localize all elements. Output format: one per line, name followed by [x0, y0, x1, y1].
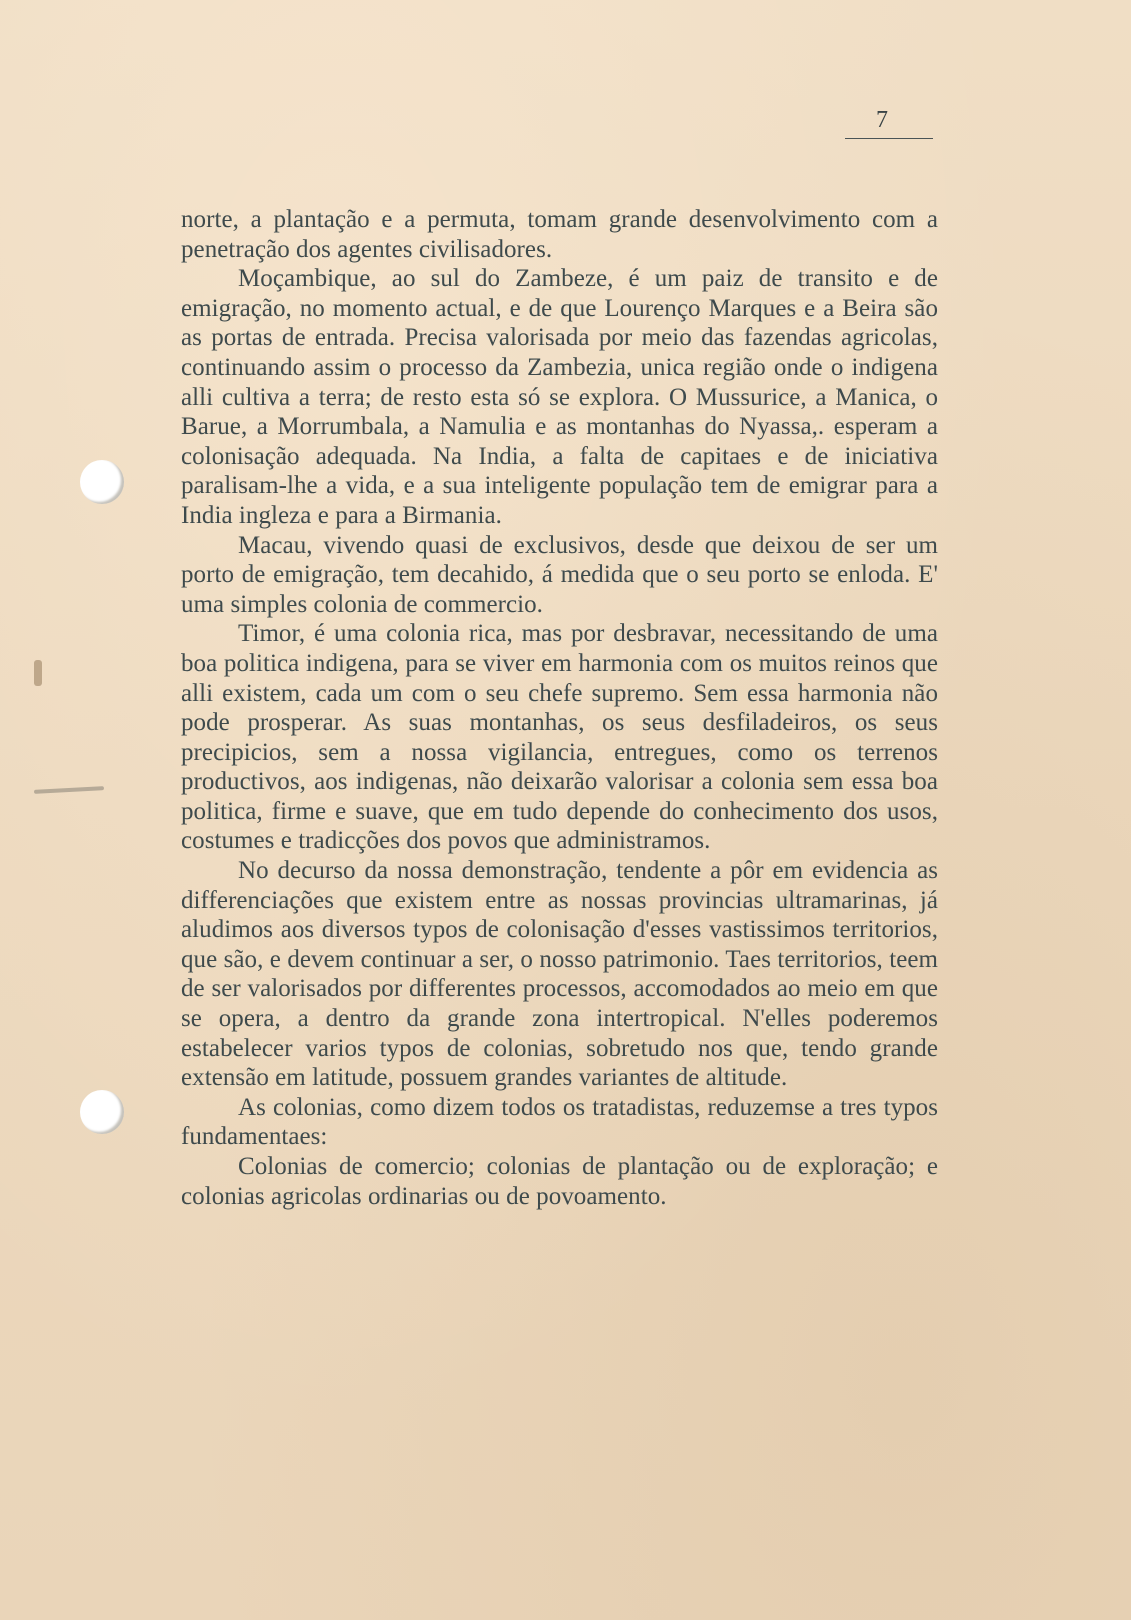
paragraph-5: No decurso da nossa demonstração, tendente a pôr em evidencia as differenciações que existem entre as nossas provincias ultramarinas, já aludimos aos diversos typos de colonisação d'esses vastissimos territorios, que são, e devem continuar a ser, o nosso patrimonio. Taes territorios, teem de ser valorisados por differentes processos, accomodados ao meio em que se opera, a dentro da grande zona intertropical. N'elles poderemos estabelecer varios typos de colonias, sobretudo nos que, tendo grande extensão em latitude, possuem grandes variantes de altitude. — [181, 857, 938, 1092]
margin-scratch — [34, 786, 104, 794]
paragraph-6: As colonias, como dizem todos os tratadistas, reduzemse a tres typos fundamentaes: — [181, 1093, 938, 1151]
paragraph-7: Colonias de comercio; colonias de plantação ou de exploração; e colonias agricolas ordinarias ou de povoamento. — [181, 1153, 938, 1210]
punch-hole-top — [80, 460, 124, 504]
margin-stain — [34, 660, 42, 686]
page-number: 7 — [876, 107, 888, 133]
paragraph-2: Moçambique, ao sul do Zambeze, é um paiz de transito e de emigração, no momento actual, e de que Lourenço Marques e a Beira são as portas de entrada. Precisa valorisada por meio das fazendas agricolas, continuando assim o processo da Zambezia, unica região onde o indigena alli cultiva a terra; de resto esta só se explora. O Mussurice, a Manica, o Barue, a Morrumbala, a Namulia e as montanhas do Nyassa,. esperam a colonisação adequada. Na India, a falta de capitaes e de iniciativa paralisam-lhe a vida, e a sua inteligente população tem de emigrar para a India ingleza e para a Birmania. — [181, 265, 938, 529]
paragraph-1: norte, a plantação e a permuta, tomam grande desenvolvimento com a penetração dos agentes civilisadores. — [181, 206, 938, 263]
body-text — [181, 205, 938, 1211]
punch-hole-bottom — [80, 1090, 124, 1134]
paragraph-4: Timor, é uma colonia rica, mas por desbravar, necessitando de uma boa politica indigena, para se viver em harmonia com os muitos reinos que alli existem, cada um com o seu chefe supremo. Sem essa harmonia não pode prosperar. As suas montanhas, os seus desfiladeiros, os seus precipicios, sem a nossa vigilancia, entregues, como os terrenos productivos, aos indigenas, não deixarão valorisar a colonia sem essa boa politica, firme e suave, que em tudo depende do conhecimento dos usos, costumes e tradicções dos povos que administramos. — [181, 620, 938, 855]
page-number-rule — [845, 138, 933, 139]
paragraph-3: Macau, vivendo quasi de exclusivos, desde que deixou de ser um porto de emigração, tem decahido, á medida que o seu porto se enloda. E' uma simples colonia de commercio. — [181, 531, 938, 618]
